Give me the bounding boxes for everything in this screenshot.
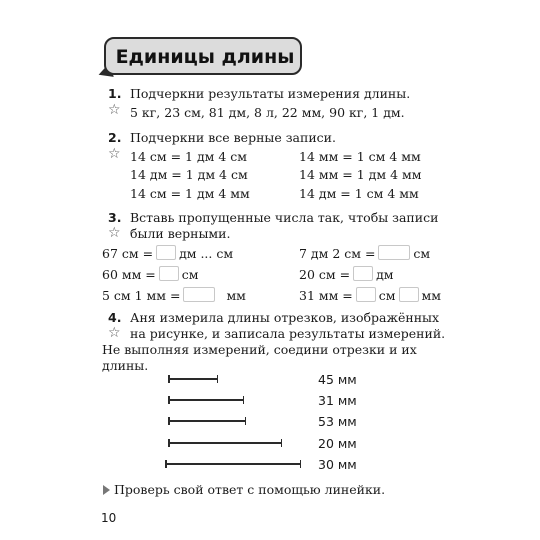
footer-note: Проверь свой ответ с помощью линейки.	[114, 482, 386, 497]
answer-box[interactable]	[378, 245, 410, 260]
segment-3[interactable]	[168, 420, 246, 422]
task-4-text-line-1: Аня измерила длины отрезков, изображённых	[130, 310, 440, 325]
task-1-items: 5 кг, 23 см, 81 дм, 8 л, 22 мм, 90 кг, 1 дм.	[130, 105, 405, 120]
task-4-text-line-3: Не выполняя измерений, соедини отрезки и их	[102, 342, 417, 357]
answer-box[interactable]	[399, 287, 419, 302]
task-3-row-1-right: 7 дм 2 см = см	[299, 246, 431, 261]
length-label-2[interactable]: 31 мм	[318, 393, 357, 408]
task-2-left-2: 14 дм = 1 дм 4 см	[130, 167, 248, 182]
task-3-text-line-1: Вставь пропущенные числа так, чтобы записи	[130, 210, 439, 225]
length-label-5[interactable]: 30 мм	[318, 457, 357, 472]
task-1-number: 1.	[108, 86, 122, 101]
arrow-bullet-icon	[103, 485, 110, 495]
task-2-text: Подчеркни все верные записи.	[130, 130, 336, 145]
task-3-row-3-left: 5 см 1 мм = мм	[102, 288, 246, 303]
task-2-right-1: 14 мм = 1 см 4 мм	[299, 149, 421, 164]
task-2-number: 2.	[108, 130, 122, 145]
task-2-left-3: 14 см = 1 дм 4 мм	[130, 186, 250, 201]
task-3-row-2-left: 60 мм = см	[102, 267, 199, 282]
answer-box[interactable]	[159, 266, 179, 281]
answer-box[interactable]	[353, 266, 373, 281]
star-icon: ☆	[108, 102, 121, 118]
task-2-right-3: 14 дм = 1 см 4 мм	[299, 186, 419, 201]
segment-1[interactable]	[168, 378, 218, 380]
segment-2[interactable]	[168, 399, 244, 401]
task-3-row-2-right: 20 см = дм	[299, 267, 394, 282]
task-2-left-1: 14 см = 1 дм 4 см	[130, 149, 247, 164]
length-label-1[interactable]: 45 мм	[318, 372, 357, 387]
task-1-text: Подчеркни результаты измерения длины.	[130, 86, 411, 101]
page-title: Единицы длины	[115, 46, 295, 68]
task-4-number: 4.	[108, 310, 122, 325]
length-label-4[interactable]: 20 мм	[318, 436, 357, 451]
answer-box[interactable]	[156, 245, 176, 260]
answer-box[interactable]	[183, 287, 215, 302]
task-3-text-line-2: были верными.	[130, 226, 231, 241]
task-3-row-3-right: 31 мм = см мм	[299, 288, 441, 303]
task-2-right-2: 14 мм = 1 дм 4 мм	[299, 167, 422, 182]
answer-box[interactable]	[356, 287, 376, 302]
segment-4[interactable]	[168, 442, 282, 444]
page-number: 10	[101, 511, 117, 525]
star-icon: ☆	[108, 225, 121, 241]
task-3-number: 3.	[108, 210, 122, 225]
title-bubble	[104, 37, 302, 75]
segment-5[interactable]	[165, 463, 301, 465]
task-4-text-line-4: длины.	[102, 358, 149, 373]
star-icon: ☆	[108, 325, 121, 341]
task-4-text-line-2: на рисунке, и записала результаты измерений.	[130, 326, 446, 341]
star-icon: ☆	[108, 146, 121, 162]
length-label-3[interactable]: 53 мм	[318, 414, 357, 429]
task-3-row-1-left: 67 см = дм ... см	[102, 246, 234, 261]
